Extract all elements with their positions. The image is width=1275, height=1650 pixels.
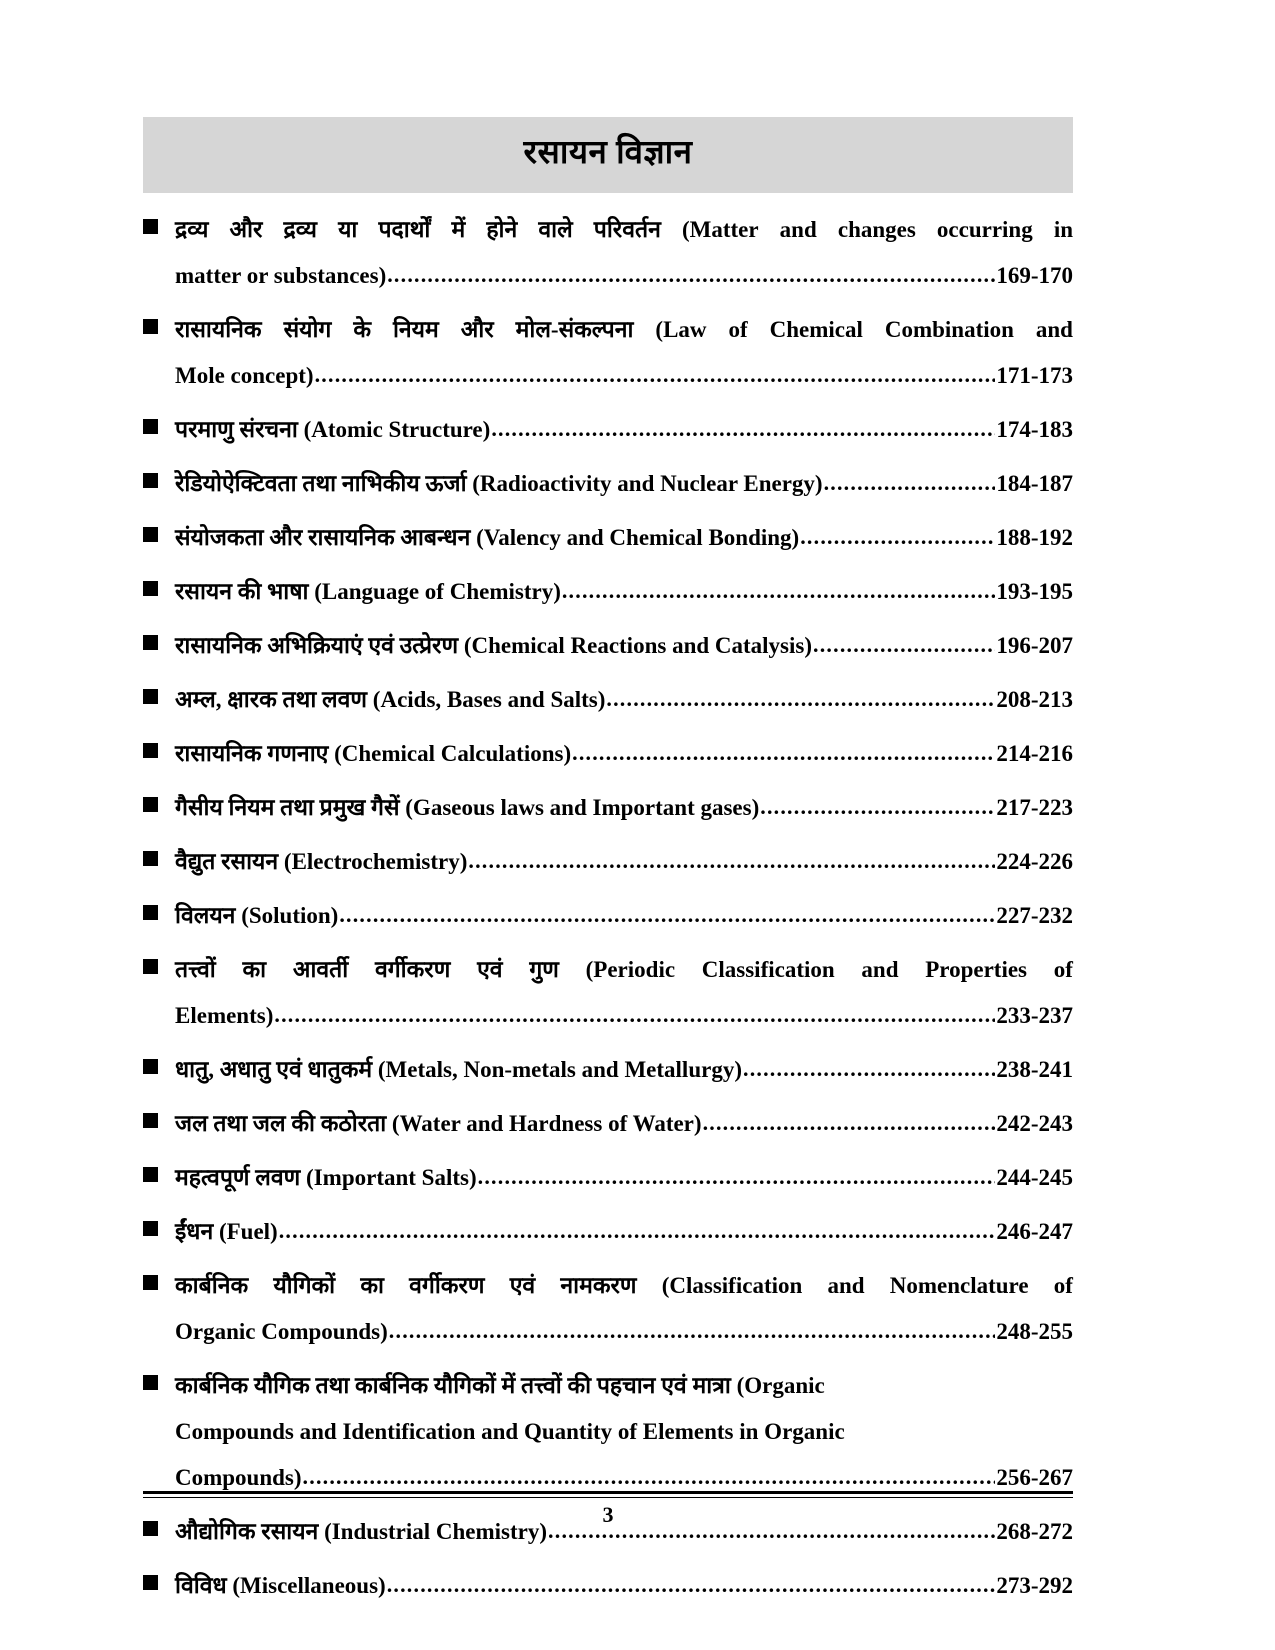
toc-entry-title: Organic Compounds) xyxy=(175,1319,388,1344)
toc-entry-line xyxy=(175,785,1073,831)
footer-page-number: 3 xyxy=(602,1502,614,1527)
toc-entry-body xyxy=(175,785,1073,831)
dot-leader xyxy=(572,730,995,776)
square-bullet-icon xyxy=(143,959,158,974)
toc-entry[interactable] xyxy=(143,1363,1073,1501)
toc-entry-body xyxy=(175,839,1073,885)
square-bullet-icon xyxy=(143,473,158,488)
toc-page-range: 208-213 xyxy=(996,687,1073,712)
toc-entry-line xyxy=(175,515,1073,561)
toc-page-range: 227-232 xyxy=(996,903,1073,928)
toc-page-range: 268-272 xyxy=(996,1519,1073,1544)
toc-entry[interactable] xyxy=(143,307,1073,399)
toc-entry-body xyxy=(175,307,1073,399)
toc-entry-line xyxy=(175,1101,1073,1147)
toc-entry-body xyxy=(175,207,1073,299)
dot-leader xyxy=(813,622,995,668)
toc-entry-body xyxy=(175,1563,1073,1609)
toc-entry-line xyxy=(175,353,1073,399)
toc-entry[interactable] xyxy=(143,839,1073,885)
square-bullet-icon xyxy=(143,1575,158,1590)
toc-entry-body xyxy=(175,407,1073,453)
toc-entry-title: विलयन (Solution) xyxy=(175,903,339,928)
toc-entry[interactable] xyxy=(143,461,1073,507)
square-bullet-icon xyxy=(143,1375,158,1390)
toc-entry-title: गैसीय नियम तथा प्रमुख गैसें (Gaseous laws and Important gases) xyxy=(175,795,760,820)
toc-entry[interactable] xyxy=(143,947,1073,1039)
toc-entry-line xyxy=(175,207,1073,253)
toc-entry-title: ईंधन (Fuel) xyxy=(175,1219,278,1244)
toc-entry-body xyxy=(175,569,1073,615)
toc-entry-line xyxy=(175,1263,1073,1309)
content-frame xyxy=(143,117,1073,1617)
toc-page-range: 273-292 xyxy=(996,1573,1073,1598)
toc-page-range: 169-170 xyxy=(996,263,1073,288)
toc-entry-line xyxy=(175,893,1073,939)
square-bullet-icon xyxy=(143,419,158,434)
toc-entry-body xyxy=(175,731,1073,777)
toc-entry-line xyxy=(175,1563,1073,1609)
toc-page-range: 171-173 xyxy=(996,363,1073,388)
dot-leader xyxy=(468,838,995,884)
toc-entry-title: औद्योगिक रसायन (Industrial Chemistry) xyxy=(175,1519,548,1544)
toc-entry-body xyxy=(175,1363,1073,1501)
toc-entry-title: महत्वपूर्ण लवण (Important Salts) xyxy=(175,1165,477,1190)
square-bullet-icon xyxy=(143,1059,158,1074)
toc-entry-title: Compounds) xyxy=(175,1465,302,1490)
toc-entry-body xyxy=(175,1101,1073,1147)
dot-leader xyxy=(478,1154,996,1200)
dot-leader xyxy=(274,992,995,1038)
toc-entry-line xyxy=(175,677,1073,723)
toc-page-range: 256-267 xyxy=(996,1465,1073,1490)
toc-entry-title: रासायनिक गणनाए (Chemical Calculations) xyxy=(175,741,572,766)
dot-leader xyxy=(606,676,995,722)
square-bullet-icon xyxy=(143,905,158,920)
toc-entry-body xyxy=(175,947,1073,1039)
square-bullet-icon xyxy=(143,319,158,334)
dot-leader xyxy=(743,1046,995,1092)
toc-entry-body xyxy=(175,1209,1073,1255)
dot-leader xyxy=(387,252,995,298)
toc-entry-body xyxy=(175,1155,1073,1201)
toc-entry[interactable] xyxy=(143,207,1073,299)
dot-leader xyxy=(800,514,995,560)
page-title: रसायन विज्ञान xyxy=(523,134,693,171)
toc-entry-line xyxy=(175,1209,1073,1255)
square-bullet-icon xyxy=(143,1221,158,1236)
toc-entry-line xyxy=(175,461,1073,507)
toc-entry[interactable] xyxy=(143,785,1073,831)
toc-entry-title: matter or substances) xyxy=(175,263,387,288)
toc-entry-body xyxy=(175,461,1073,507)
toc-page-range: 248-255 xyxy=(996,1319,1073,1344)
table-of-contents-list xyxy=(143,193,1073,1609)
square-bullet-icon xyxy=(143,797,158,812)
toc-entry-line xyxy=(175,1309,1073,1355)
toc-page-range: 193-195 xyxy=(996,579,1073,604)
toc-entry-body xyxy=(175,623,1073,669)
toc-entry-line xyxy=(175,731,1073,777)
toc-entry-line xyxy=(175,947,1073,993)
toc-entry-line xyxy=(175,839,1073,885)
dot-leader xyxy=(279,1208,996,1254)
toc-entry-body xyxy=(175,677,1073,723)
toc-entry[interactable] xyxy=(143,677,1073,723)
square-bullet-icon xyxy=(143,635,158,650)
square-bullet-icon xyxy=(143,219,158,234)
toc-page-range: 233-237 xyxy=(996,1003,1073,1028)
dot-leader xyxy=(389,1308,996,1354)
toc-entry-title: संयोजकता और रासायनिक आबन्धन (Valency and Chemical Bonding) xyxy=(175,525,800,550)
toc-entry-title: रेडियोऐक्टिवता तथा नाभिकीय ऊर्जा (Radioactivity and Nuclear Energy) xyxy=(175,471,823,496)
toc-entry-line xyxy=(175,569,1073,615)
toc-entry-line xyxy=(175,1363,1073,1409)
toc-entry-line xyxy=(175,307,1073,353)
toc-entry-title: धातु, अधातु एवं धातुकर्म (Metals, Non-metals and Metallurgy) xyxy=(175,1057,742,1082)
toc-entry-body xyxy=(175,515,1073,561)
square-bullet-icon xyxy=(143,527,158,542)
toc-entry-title: कार्बनिक यौगिक तथा कार्बनिक यौगिकों में तत्त्वों की पहचान एवं मात्रा (Organic xyxy=(175,1373,825,1398)
toc-entry[interactable] xyxy=(143,569,1073,615)
dot-leader xyxy=(824,460,996,506)
toc-entry[interactable] xyxy=(143,1047,1073,1093)
dot-leader xyxy=(703,1100,996,1146)
toc-entry-line xyxy=(175,1155,1073,1201)
toc-entry-line xyxy=(175,623,1073,669)
square-bullet-icon xyxy=(143,743,158,758)
toc-entry[interactable] xyxy=(143,893,1073,939)
toc-entry-title: Mole concept) xyxy=(175,363,314,388)
toc-entry[interactable] xyxy=(143,1101,1073,1147)
toc-page-range: 217-223 xyxy=(996,795,1073,820)
toc-entry-title: अम्ल, क्षारक तथा लवण (Acids, Bases and Salts) xyxy=(175,687,606,712)
dot-leader xyxy=(491,406,995,452)
dot-leader xyxy=(315,352,996,398)
toc-entry-title: रासायनिक संयोग के नियम और मोल-संकल्पना (Law of Chemical Combination and xyxy=(175,317,1073,342)
toc-entry-title: Compounds and Identification and Quantity of Elements in Organic xyxy=(175,1419,845,1444)
toc-entry-title: Elements) xyxy=(175,1003,274,1028)
toc-entry-title: द्रव्य और द्रव्य या पदार्थों में होने वाले परिवर्तन (Matter and changes occurring in xyxy=(175,217,1073,242)
toc-page-range: 224-226 xyxy=(996,849,1073,874)
toc-entry-line xyxy=(175,1047,1073,1093)
toc-entry-title: रासायनिक अभिक्रियाएं एवं उत्प्रेरण (Chemical Reactions and Catalysis) xyxy=(175,633,813,658)
toc-entry-title: वैद्युत रसायन (Electrochemistry) xyxy=(175,849,468,874)
toc-entry-body xyxy=(175,1263,1073,1355)
toc-page-range: 244-245 xyxy=(996,1165,1073,1190)
toc-page-range: 242-243 xyxy=(996,1111,1073,1136)
toc-page-range: 174-183 xyxy=(996,417,1073,442)
toc-entry[interactable] xyxy=(143,1155,1073,1201)
dot-leader xyxy=(562,568,995,614)
toc-page-range: 196-207 xyxy=(996,633,1073,658)
toc-entry[interactable] xyxy=(143,407,1073,453)
toc-page-range: 246-247 xyxy=(996,1219,1073,1244)
toc-entry-title: कार्बनिक यौगिकों का वर्गीकरण एवं नामकरण (Classification and Nomenclature of xyxy=(175,1273,1073,1298)
toc-entry-title: तत्त्वों का आवर्ती वर्गीकरण एवं गुण (Periodic Classification and Properties of xyxy=(175,957,1073,982)
square-bullet-icon xyxy=(143,689,158,704)
toc-page-range: 238-241 xyxy=(996,1057,1073,1082)
toc-entry-title: विविध (Miscellaneous) xyxy=(175,1573,386,1598)
toc-entry[interactable] xyxy=(143,515,1073,561)
square-bullet-icon xyxy=(143,581,158,596)
toc-entry-body xyxy=(175,893,1073,939)
toc-entry-line xyxy=(175,407,1073,453)
toc-entry-line xyxy=(175,993,1073,1039)
square-bullet-icon xyxy=(143,1113,158,1128)
toc-entry-title: जल तथा जल की कठोरता (Water and Hardness of Water) xyxy=(175,1111,702,1136)
toc-entry-line xyxy=(175,1409,1073,1455)
toc-entry[interactable] xyxy=(143,731,1073,777)
page-title-banner xyxy=(143,117,1073,193)
toc-entry[interactable] xyxy=(143,623,1073,669)
toc-entry-line xyxy=(175,253,1073,299)
toc-page-range: 214-216 xyxy=(996,741,1073,766)
dot-leader xyxy=(387,1562,996,1608)
footer-divider xyxy=(143,1491,1073,1498)
toc-entry-title: रसायन की भाषा (Language of Chemistry) xyxy=(175,579,561,604)
toc-page-range: 188-192 xyxy=(996,525,1073,550)
toc-entry[interactable] xyxy=(143,1209,1073,1255)
square-bullet-icon xyxy=(143,1275,158,1290)
square-bullet-icon xyxy=(143,851,158,866)
square-bullet-icon xyxy=(143,1167,158,1182)
toc-page-range: 184-187 xyxy=(996,471,1073,496)
dot-leader xyxy=(760,784,995,830)
toc-entry[interactable] xyxy=(143,1263,1073,1355)
dot-leader xyxy=(339,892,995,938)
toc-entry-body xyxy=(175,1047,1073,1093)
toc-entry[interactable] xyxy=(143,1563,1073,1609)
toc-entry-title: परमाणु संरचना (Atomic Structure) xyxy=(175,417,491,442)
